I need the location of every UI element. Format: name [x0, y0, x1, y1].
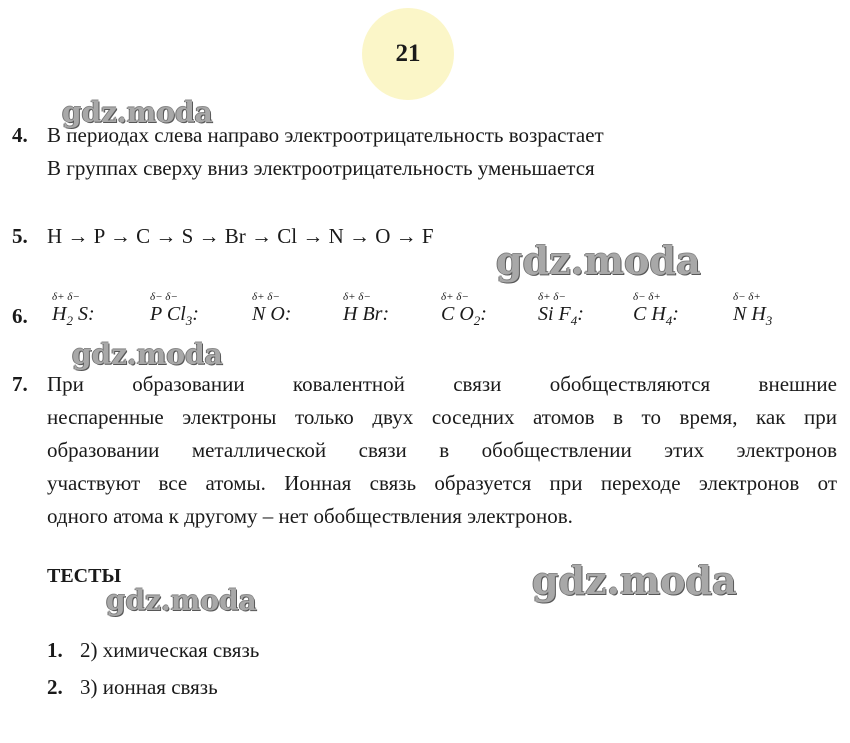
formula-text: P $Cl_3$:: [150, 303, 199, 328]
item-7-line-2: неспаренные электроны только двух соседних атомов в то время, как при: [47, 405, 837, 429]
page-number-badge: [362, 8, 454, 100]
formula-charges: δ− δ−: [150, 291, 178, 303]
item-7-line-5: одного атома к другому – нет обобществления электронов.: [47, 504, 573, 528]
test-2-answer: 3) ионная связь: [80, 675, 218, 699]
item-7-line-3: образовании металлической связи в обобществлении этих электронов: [47, 438, 837, 462]
item-5-number: 5.: [12, 224, 28, 248]
watermark: gdz.moda: [72, 338, 223, 371]
formula-charges: δ+ δ−: [343, 291, 371, 303]
formula-text: Si $F_4$:: [538, 303, 584, 328]
item-7-line-1: При образовании ковалентной связи обобществляются внешние: [47, 372, 837, 396]
formula-text: $H_2$ S:: [52, 303, 95, 328]
item-7-line-4: участвуют все атомы. Ионная связь образуется при переходе электронов от: [47, 471, 837, 495]
formula-text: N O:: [252, 303, 292, 325]
formula-text: C $O_2$:: [441, 303, 487, 328]
watermark: gdz.moda: [106, 584, 257, 617]
formula-charges: δ+ δ−: [252, 291, 280, 303]
formula-text: H Br:: [343, 303, 390, 325]
item-7-number: 7.: [12, 372, 28, 396]
test-1-answer: 2) химическая связь: [80, 638, 260, 662]
item-5-sequence: H → P → C → S → Br → Cl → N → O → F: [47, 224, 434, 248]
formula-charges: δ+ δ−: [538, 291, 566, 303]
tests-heading: ТЕСТЫ: [47, 565, 122, 587]
formula-text: N $H_3$: [733, 303, 773, 328]
formula-charges: δ− δ+: [733, 291, 761, 303]
watermark: gdz.moda: [532, 558, 737, 603]
test-1-number: 1.: [47, 638, 63, 662]
watermark: gdz.moda: [62, 96, 213, 129]
formula-charges: δ− δ+: [633, 291, 661, 303]
formula-text: C $H_4$:: [633, 303, 679, 328]
watermark: gdz.moda: [496, 238, 701, 283]
item-4-line-2: В группах сверху вниз электроотрицательность уменьшается: [47, 156, 595, 180]
item-4-number: 4.: [12, 123, 28, 147]
item-4-line-1: В периодах слева направо электроотрицательность возрастает: [47, 123, 604, 147]
test-2-number: 2.: [47, 675, 63, 699]
item-6-number: 6.: [12, 304, 28, 328]
page-number: 21: [395, 40, 421, 67]
formula-charges: δ+ δ−: [52, 291, 80, 303]
formula-charges: δ+ δ−: [441, 291, 469, 303]
